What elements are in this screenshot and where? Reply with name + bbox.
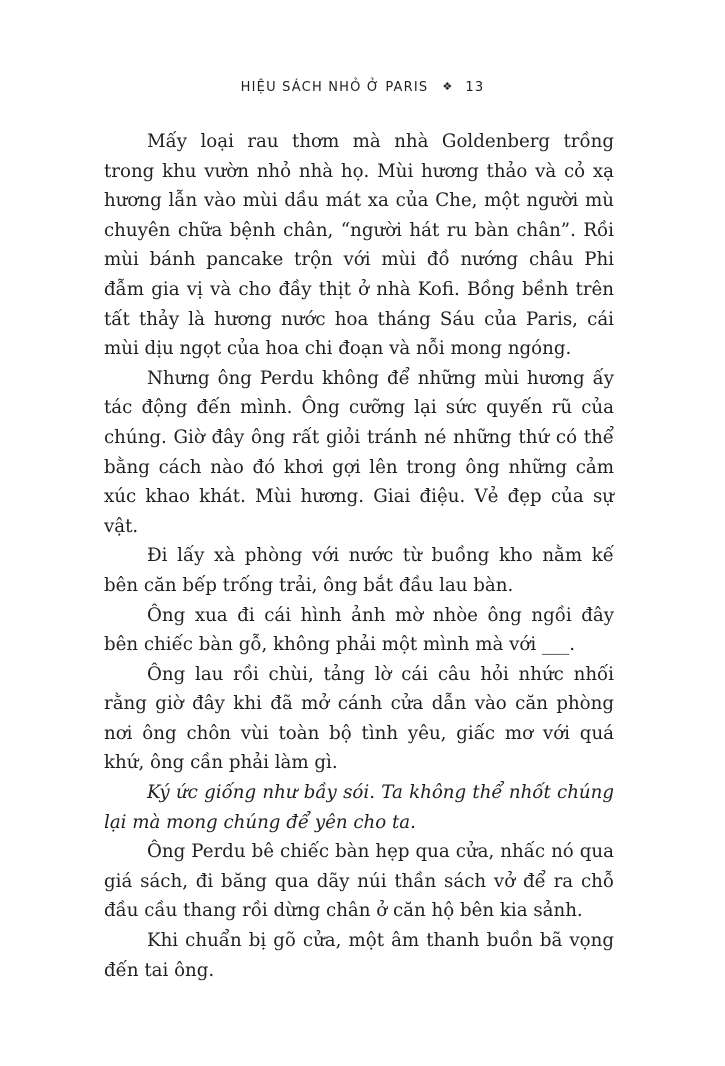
paragraph: Ông lau rồi chùi, tảng lờ cái câu hỏi nhức nhối rằng giờ đây khi đã mở cánh cửa dẫn vào căn phòng nơi ông chôn vùi toàn bộ tình yêu, giấc mơ với quá khứ, ông cần phải làm gì.: [104, 663, 614, 774]
book-title: HIỆU SÁCH NHỎ Ở PARIS: [240, 80, 429, 95]
paragraph: Ông xua đi cái hình ảnh mờ nhòe ông ngồi đây bên chiếc bàn gỗ, không phải một mình mà với ___.: [104, 604, 614, 656]
body-text: [104, 127, 614, 985]
paragraph: Đi lấy xà phòng với nước từ buồng kho nằm kế bên căn bếp trống trải, ông bắt đầu lau bàn.: [104, 545, 614, 596]
paragraph: Ông Perdu bê chiếc bàn hẹp qua cửa, nhấc nó qua giá sách, đi băng qua dãy núi thần sách vở để ra chỗ đầu cầu thang rồi dừng chân ở căn hộ bên kia sảnh.: [104, 841, 614, 922]
paragraph: Nhưng ông Perdu không để những mùi hương ấy tác động đến mình. Ông cưỡng lại sức quyến rũ của chúng. Giờ đây ông rất giỏi tránh né những thứ có thể bằng cách nào đó khơi gợi lên trong ông những cảm xúc khao khát. Mùi hương. Giai điệu. Vẻ đẹp của sự vật.: [104, 367, 614, 537]
paragraph: Khi chuẩn bị gõ cửa, một âm thanh buồn bã vọng đến tai ông.: [104, 930, 614, 981]
ornament-separator-icon: ❖: [442, 80, 454, 93]
running-header: [0, 80, 725, 95]
paragraph: Mấy loại rau thơm mà nhà Goldenberg trồng trong khu vườn nhỏ nhà họ. Mùi hương thảo và cỏ xạ hương lẫn vào mùi dầu mát xa của Che, một người mù chuyên chữa bệnh chân, “người hát ru bàn chân”. Rồi mùi bánh pancake trộn với mùi đồ nướng châu Phi đẫm gia vị và cho đầy thịt ở nhà Kofi. Bồng bềnh trên tất thảy là hương nước hoa tháng Sáu của Paris, cái mùi dịu ngọt của hoa chi đoạn và nỗi mong ngóng.: [104, 131, 614, 360]
page-number: 13: [465, 80, 485, 95]
italic-paragraph: Ký ức giống như bầy sói. Ta không thể nhốt chúng lại mà mong chúng để yên cho ta.: [104, 782, 614, 833]
